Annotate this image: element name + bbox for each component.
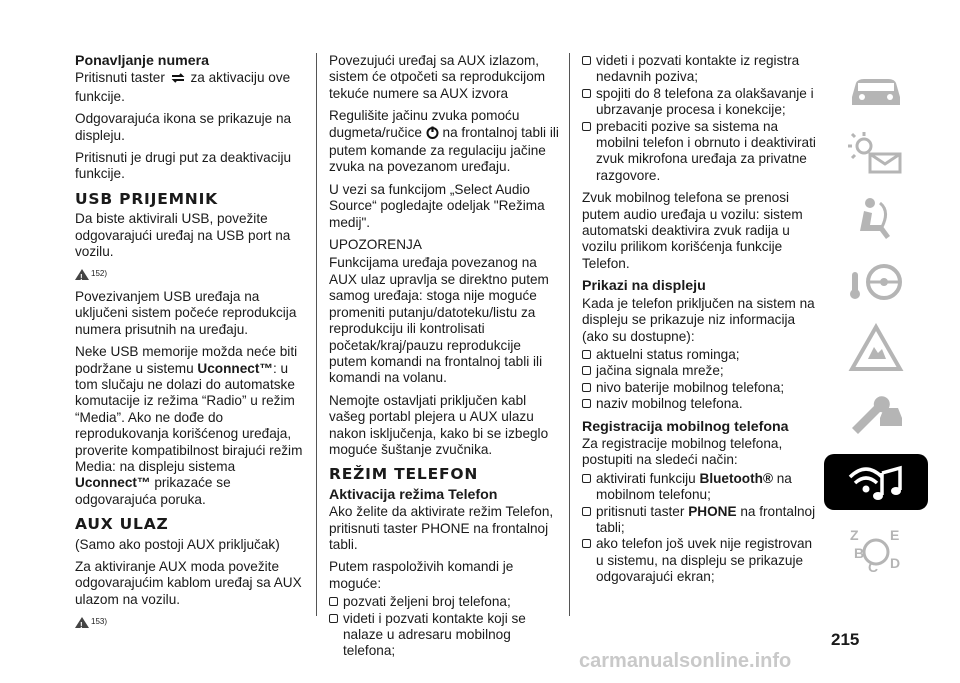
watermark: carmanualsonline.info [579,650,792,672]
svg-text:Z: Z [850,527,859,543]
list-item [582,53,820,86]
steering-wheel-icon [844,258,908,308]
heading-prikazi: Prikazi na displeju [582,278,706,295]
list-item [582,471,820,504]
wrench-car-icon [844,388,908,438]
list-item-text: na frontalnoj tabli; [596,503,816,535]
text: Regulišite jačinu zvuka pomoću dugmeta/ručice [329,108,520,140]
list-item [582,380,820,396]
paragraph: (Samo ako postoji AUX priključak) [75,536,280,552]
list-item-text: pozvati željeni broj telefona; [343,594,511,610]
power-knob-icon [426,126,439,143]
warning-triangle-icon [844,323,908,373]
paragraph: Povezivanjem USB uređaja na uključeni sistem počeće reprodukcija numera prisutnih na uređaju. [75,288,297,337]
chapter-tab-warning-lights[interactable] [824,122,928,184]
list-item-text: nivo baterije mobilnog telefona; [596,379,785,395]
checkbox-bullet-icon [582,507,591,516]
paragraph: UPOZORENJA [329,237,422,253]
index-letters-icon [844,526,908,576]
paragraph: Odgovarajuća ikona se prikazuje na displeju. [75,111,292,143]
paragraph: Kada je telefon priključen na sistem na displeju se prikazuje niz informacija (ako su dostupne): [582,295,815,344]
text: prikazaće se odgovarajuća poruka. [75,475,231,507]
checkbox-bullet-icon [329,597,338,606]
checkbox-bullet-icon [582,383,591,392]
list-item [582,86,820,119]
list-item-text: pritisnuti taster [596,503,685,519]
paragraph: Za registracije mobilnog telefona, postupiti na sledeći način: [582,435,783,468]
text-column-3 [582,53,820,586]
checkbox-bullet-icon [582,56,591,65]
text: na frontalnoj tabli ili putem komande za regulaciju jačine zvuka na povezanom uređaju. [329,124,559,175]
column-divider [316,53,317,616]
paragraph: U vezi sa funkcijom „Select Audio Source“ pogledajte odeljak "Režima medij". [329,181,545,230]
chapter-tab-safety[interactable] [824,187,928,249]
text-column-1 [75,53,307,637]
list-item [582,396,820,412]
text: Neke USB memorije možda neće biti podržane u sistemu [75,344,298,376]
heading-aux: AUX ULAZ [75,515,169,534]
paragraph [75,344,307,508]
paragraph: Povezujući uređaj sa AUX izlazom, sistem će otpočeti sa reprodukcijom tekuće numere sa AUX izvora [329,53,546,101]
list-item-text: videti i pozvati kontakte koji se nalaze u adresaru mobilnog telefona; [343,610,526,659]
checkbox-bullet-icon [582,539,591,548]
chapter-tab-index[interactable] [824,520,928,582]
multimedia-icon [844,457,908,507]
warning-reference [75,266,307,282]
list-item-text: spojiti do 8 telefona za olakšavanje i ubrzavanje procesa i konekcije; [596,85,814,118]
paragraph: Pritisnuti je drugi put za deaktivaciju funkcije. [75,150,292,182]
text: za aktivaciju ove funkcije. [75,70,291,104]
warning-reference [75,614,307,630]
checkbox-bullet-icon [582,350,591,359]
paragraph: Putem raspoloživih komandi je moguće: [329,559,514,591]
heading-aktivacija: Aktivacija režima Telefon [329,486,498,503]
list-item-text: aktivirati funkciju [596,470,696,486]
repeat-icon [169,72,187,88]
warning-ref-label: 152) [91,269,108,279]
paragraph [75,70,307,105]
checkbox-bullet-icon [582,89,591,98]
brand-text: Uconnect™ [75,475,151,491]
list-item-text: naziv mobilnog telefona. [596,396,743,412]
text-column-2 [329,53,561,660]
svg-text:B: B [854,545,865,561]
warning-triangle-icon [75,269,89,280]
warning-triangle-icon [75,617,89,628]
car-icon [844,63,908,113]
heading-ponavljanje: Ponavljanje numera [75,53,210,69]
list-item [582,119,820,185]
page-number: 215 [831,630,860,649]
warning-lights-icon [844,128,908,178]
list-item-text: ako telefon još uvek nije registrovan u sistemu, na displeju se prikazuje odgovarajući ekran; [596,536,813,585]
paragraph: Ako želite da aktivirate režim Telefon, pritisnuti taster PHONE na frontalnoj tabli. [329,504,554,552]
svg-text:D: D [890,555,901,571]
text: : u tom slučaju ne dolazi do automatske komutacije iz režima “Radio” u režim “Media”. Ako ne dođe do reprodukovanja korišćenog uređaja, proverite kompatibilnost birajući režim Media: na displeju sistema [75,360,303,474]
list-item [582,504,820,537]
svg-text:C: C [868,559,879,575]
chapter-sidebar [824,57,936,585]
brand-text: Uconnect™ [197,360,273,376]
list-item [329,594,561,610]
chapter-tab-driving[interactable] [824,252,928,314]
list-item-text: jačina signala mreže; [596,363,724,379]
checkbox-bullet-icon [582,122,591,131]
paragraph: Zvuk mobilnog telefona se prenosi putem audio uređaja u vozilu: sistem automatski deaktivira zvuk radija u vozilu prilikom korišćenja funkcije Telefon. [582,190,803,271]
list-item [582,347,820,363]
paragraph [329,108,561,176]
paragraph: Nemojte ostavljati priključen kabl vašeg portabl plejera u AUX ulazu nakon isključenja, kako bi se izbeglo moguće šuštanje zvučnika. [329,392,549,457]
brand-text: Bluetooth® [699,470,773,486]
button-name-text: PHONE [688,503,737,519]
svg-text:E: E [890,527,900,543]
warning-ref-label: 153) [91,617,108,627]
list-item-text: prebaciti pozive sa sistema na mobilni telefon i obrnuto i deaktivirati zvuk mikrofona uređaja za privatne razgovore. [596,118,816,183]
list-item [582,363,820,379]
list-item-text: na mobilnom telefonu; [596,470,792,503]
heading-registracija: Registracija mobilnog telefona [582,418,789,435]
chapter-tab-emergency[interactable] [824,317,928,379]
checkbox-bullet-icon [582,399,591,408]
chapter-tab-multimedia[interactable] [824,454,928,510]
checkbox-bullet-icon [582,474,591,483]
checkbox-bullet-icon [582,366,591,375]
heading-usb: USB PRIJEMNIK [75,189,218,208]
chapter-tab-maintenance[interactable] [824,382,928,444]
text: Pritisnuti taster [75,70,165,86]
paragraph: Da biste aktivirali USB, povežite odgovarajući uređaj na USB port na vozilu. [75,211,291,260]
heading-telefon: REŽIM TELEFON [329,465,479,484]
seat-airbag-icon [844,193,908,243]
paragraph: Za aktiviranje AUX moda povežite odgovarajućim kablom uređaj sa AUX ulazom na vozilu. [75,558,302,607]
checkbox-bullet-icon [329,614,338,623]
column-divider [569,53,570,616]
list-item-text: videti i pozvati kontakte iz registra nedavnih poziva; [596,53,800,85]
list-item-text: aktuelni status rominga; [596,346,740,362]
chapter-tab-car[interactable] [824,57,928,119]
paragraph: Funkcijama uređaja povezanog na AUX ulaz upravlja se direktno putem samog uređaja: stoga nije moguće promeniti putanju/datoteku/listu za reprodukciju ili kontrolisati početak/kraj/pauzu reprodukcije putem komandi na frontalnoj tabli ili komandi na volanu. [329,255,549,386]
list-item [582,536,820,585]
list-item [329,611,561,660]
